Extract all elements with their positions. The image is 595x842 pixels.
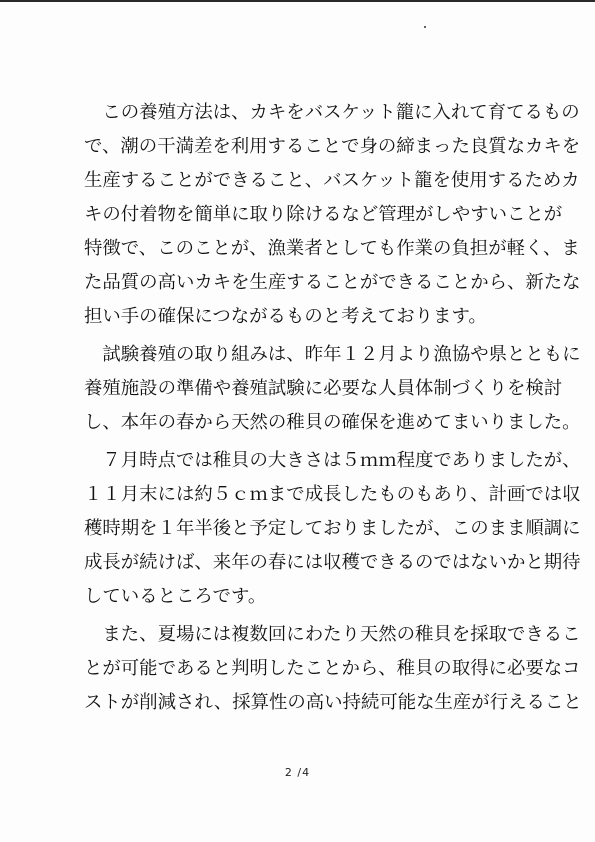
text-line: 担い手の確保につながるものと考えております。 xyxy=(84,306,487,327)
text-line: １１月末には約５ｃｍまで成長したものもあり、計画では収 xyxy=(84,484,581,505)
text-line: 養殖施設の準備や養殖試験に必要な人員体制づくりを検討 xyxy=(84,378,563,399)
text-line: また、夏場には複数回にわたり天然の稚貝を採取できるこ xyxy=(84,624,581,645)
paragraph-1 xyxy=(84,96,581,334)
text-line: 特徴で、このことが、漁業者としても作業の負担が軽く、ま xyxy=(84,238,580,259)
text-line: キの付着物を簡単に取り除けるなど管理がしやすいことが xyxy=(84,204,563,225)
text-line: 試験養殖の取り組みは、昨年１２月より漁協や県とともに xyxy=(84,344,581,365)
text-line: で、潮の干満差を利用することで身の締まった良質なカキを xyxy=(84,136,581,157)
text-line: しているところです。 xyxy=(84,586,267,607)
paragraph-4 xyxy=(84,618,582,720)
paragraph-2 xyxy=(84,338,581,440)
text-line: 生産することができること、バスケット籠を使用するためカ xyxy=(84,170,580,191)
scan-speck xyxy=(424,26,426,28)
scan-edge xyxy=(0,0,595,2)
text-line: 成長が続けば、来年の春には収穫できるのではないかと期待 xyxy=(84,552,581,573)
text-line: とが可能であると判明したことから、稚貝の取得に必要なコ xyxy=(84,658,581,679)
text-line: ７月時点では稚貝の大きさは５ｍｍ程度でありましたが、 xyxy=(84,450,581,471)
text-line: 穫時期を１年半後と予定しておりましたが、このまま順調に xyxy=(84,518,581,539)
document-body xyxy=(84,96,582,720)
text-line: ストが削減され、採算性の高い持続可能な生産が行えること xyxy=(84,692,582,713)
text-line: この養殖方法は、カキをバスケット籠に入れて育てるもの xyxy=(84,102,580,123)
paragraph-3 xyxy=(84,444,581,614)
text-line: た品質の高いカキを生産することができることから、新たな xyxy=(84,272,581,293)
text-line: し、本年の春から天然の稚貝の確保を進めてまいりました。 xyxy=(84,412,581,433)
page-number: 2 /4 xyxy=(284,766,311,779)
